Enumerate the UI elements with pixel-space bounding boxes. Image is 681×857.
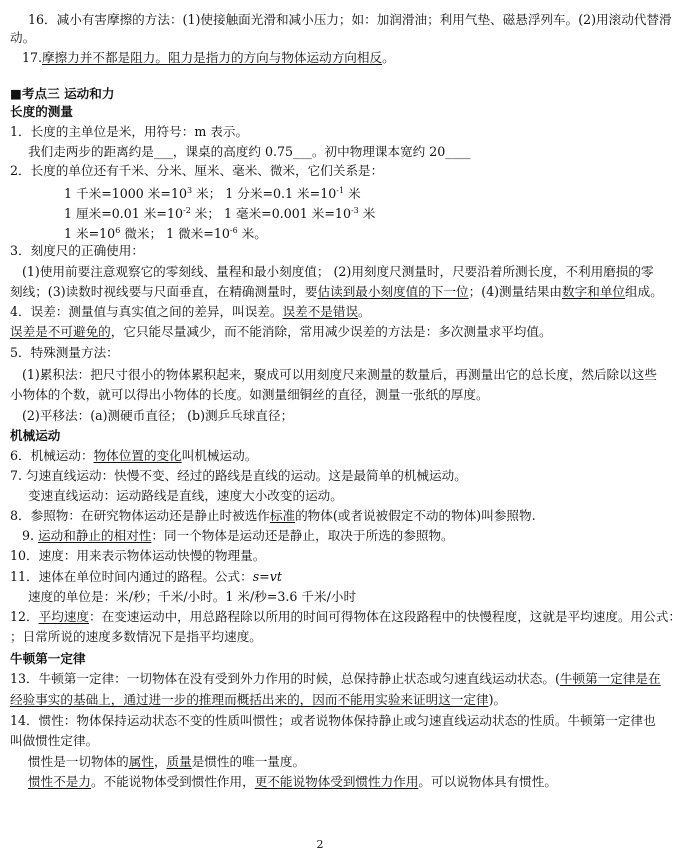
text: 16．减小有害摩擦的方法：(1)使接触面光滑和减小压力；如：加润滑油；利用气垫、磁悬浮列车。(2)用滚动代替滑 — [28, 12, 672, 27]
text: ，它只能尽量减少，而不能消除，常用减少误差的方法是：多次测量求平均值。 — [110, 324, 552, 339]
text: 4．误差：测量值与真实值之间的差异，叫误差。 — [10, 304, 283, 319]
exponent: 6 — [115, 226, 121, 235]
section-heading-kaodian: ■考点三 运动和力 — [10, 86, 115, 101]
underlined-text: 属性 — [128, 754, 154, 769]
underlined-text: 牛顿第一定律是在 — [559, 671, 661, 686]
exponent: -3 — [350, 206, 359, 215]
text: )。 — [488, 692, 507, 707]
underlined-text: 误差不是错误 — [282, 304, 359, 319]
text: 1 米=10 — [64, 226, 116, 241]
text: ；(4)测量结果由 — [468, 284, 563, 299]
text: 11．速体在单位时间内通过的路程。公式： — [10, 569, 253, 584]
item-3: 3．刻度尺的正确使用： — [10, 243, 144, 258]
item-1: 1．长度的主单位是米，用符号：m 表示。 — [10, 124, 249, 139]
item-10: 10．速度：用来表示物体运动快慢的物理量。 — [10, 548, 266, 563]
text: 1 千米=1000 米=10 — [64, 186, 187, 201]
item-14-line2: 叫做惯性定律。 — [10, 733, 99, 748]
text: 米 — [344, 186, 361, 201]
text: 叫机械运动。 — [181, 448, 258, 463]
item-12 — [10, 609, 681, 625]
item-11 — [10, 569, 626, 585]
item-5: 5．特殊测量方法： — [10, 345, 119, 360]
underlined-text: 经验事实的基础上，通过进一步的推理而概括出来的，因而不能用实验来证明这一定律 — [10, 692, 489, 707]
subheading-motion: 机械运动 — [10, 428, 61, 443]
underlined-text: 误差是不可避免的 — [10, 324, 111, 339]
text: 9. — [22, 528, 39, 543]
exponent: -1 — [336, 186, 345, 195]
item-3-line2 — [10, 284, 663, 300]
text: 惯性是一切物体的 — [28, 754, 129, 769]
underlined-text: 物体位置的变化 — [93, 448, 182, 463]
item-14-line4 — [28, 774, 626, 790]
item-8 — [10, 508, 626, 524]
text: 8．参照物：在研究物体运动还是静止时被选作 — [10, 508, 270, 523]
text: 。可以说物体具有惯性。 — [418, 774, 557, 789]
underlined-text: 数字和单位 — [562, 284, 625, 299]
text: 米； 1 毫米=0.001 米=10 — [190, 206, 351, 221]
item-17 — [22, 50, 626, 66]
item-2: 2．长度的单位还有千米、分米、厘米、毫米、微米，它们关系是： — [10, 163, 384, 178]
underlined-text: 平均速度 — [38, 609, 89, 624]
subheading-length: 长度的测量 — [10, 104, 73, 119]
text: 动。 — [10, 30, 36, 45]
underlined-text: 质量 — [166, 754, 192, 769]
text: 刻线；(3)读数时视线要与尺面垂直，在精确测量时，要 — [10, 284, 318, 299]
item-4-line2 — [10, 324, 626, 340]
item-7-line2: 变速直线运动：运动路线是直线，速度大小改变的运动。 — [28, 488, 343, 503]
text: ， — [153, 754, 167, 769]
item-5-line3: (2)平移法：(a)测硬币直径； (b)测乒乓球直径； — [22, 408, 294, 423]
item-1-fill: 我们走两步的距离约是___，课桌的高度约 0.75___。初中物理课本宽约 20____ — [28, 144, 471, 159]
item-13-line2 — [10, 692, 626, 708]
item-16-line1 — [28, 12, 672, 28]
text: 的物体(或者说被假定不动的物体)叫参照物. — [295, 508, 536, 523]
text: 。 — [358, 304, 371, 319]
item-9 — [22, 528, 626, 544]
text: 是惯性的唯一量度。 — [191, 754, 306, 769]
underlined-text: 估读到最小刻度值的下一位 — [317, 284, 469, 299]
underlined-text: 摩擦力并不都是阻力。阻力是指力的方向与物体运动方向相反 — [42, 50, 383, 65]
text: 13．牛顿第一定律：一切物体在没有受到外力作用的时候，总保持静止状态或匀速直线运动状态。( — [10, 671, 560, 686]
text: 。 — [382, 50, 395, 65]
item-14: 14．惯性：物体保持运动状态不变的性质叫惯性；或者说物体保持静止或匀速直线运动状态的性质。牛顿第一定律也 — [10, 713, 656, 728]
text: 6．机械运动： — [10, 448, 94, 463]
text: 。不能说物体受到惯性作用， — [90, 774, 255, 789]
item-16-line2 — [10, 30, 626, 46]
item-14-line3 — [28, 754, 626, 770]
exponent: -6 — [229, 226, 238, 235]
item-4 — [10, 304, 626, 320]
item-7: 7. 匀速直线运动：快慢不变、经过的路线是直线的运动。这是最简单的机械运动。 — [10, 468, 467, 483]
exponent: -2 — [182, 206, 191, 215]
item-6 — [10, 448, 626, 464]
text: 米。 — [237, 226, 267, 241]
item-5-line1: (1)累积法：把尺寸很小的物体累积起来，聚成可以用刻度尺来测量的数量后，再测量出它的总长度，然后除以这些 — [22, 367, 657, 382]
text: 米； 1 分米=0.1 米=10 — [192, 186, 337, 201]
unit-relation-3 — [64, 223, 626, 242]
underlined-text: 标准 — [269, 508, 296, 523]
underlined-text: 惯性不是力 — [28, 774, 91, 789]
item-3-line1: (1)使用前要注意观察它的零刻线、量程和最小刻度值； (2)用刻度尺测量时，尺要沿着所测长度，不利用磨损的零 — [22, 264, 654, 279]
underlined-text: 更不能说物体受到惯性力作用 — [254, 774, 419, 789]
text: 组成。 — [625, 284, 663, 299]
unit-relation-2 — [64, 203, 626, 222]
item-13 — [10, 671, 661, 687]
item-11-line2: 速度的单位是：米/秒；千米/小时。1 米/秒=3.6 千米/小时 — [28, 589, 357, 604]
exponent: 3 — [186, 186, 193, 195]
page-number: 2 — [316, 838, 324, 851]
subheading-newton: 牛顿第一定律 — [10, 651, 86, 666]
text: ：同一个物体是运动还是静止，取决于所选的参照物。 — [151, 528, 454, 543]
text: 12． — [10, 609, 39, 624]
formula: s=vt — [252, 569, 282, 584]
text: 17. — [22, 50, 43, 65]
text: 1 厘米=0.01 米=10 — [64, 206, 183, 221]
unit-relation-1 — [64, 183, 626, 202]
item-5-line2: 小物体的个数，就可以得出小物体的长度。如测量细铜丝的直径，测量一张纸的厚度。 — [10, 387, 489, 402]
text: 微米； 1 微米=10 — [120, 226, 230, 241]
underlined-text: 运动和静止的相对性 — [38, 528, 152, 543]
text: ：在变速运动中，用总路程除以所用的时间可得物体在这段路程中的快慢程度，这就是平均速度。用公式： — [89, 609, 681, 624]
text: 米 — [358, 206, 376, 221]
item-12-line2: ；日常所说的速度多数情况下是指平均速度。 — [10, 629, 262, 644]
